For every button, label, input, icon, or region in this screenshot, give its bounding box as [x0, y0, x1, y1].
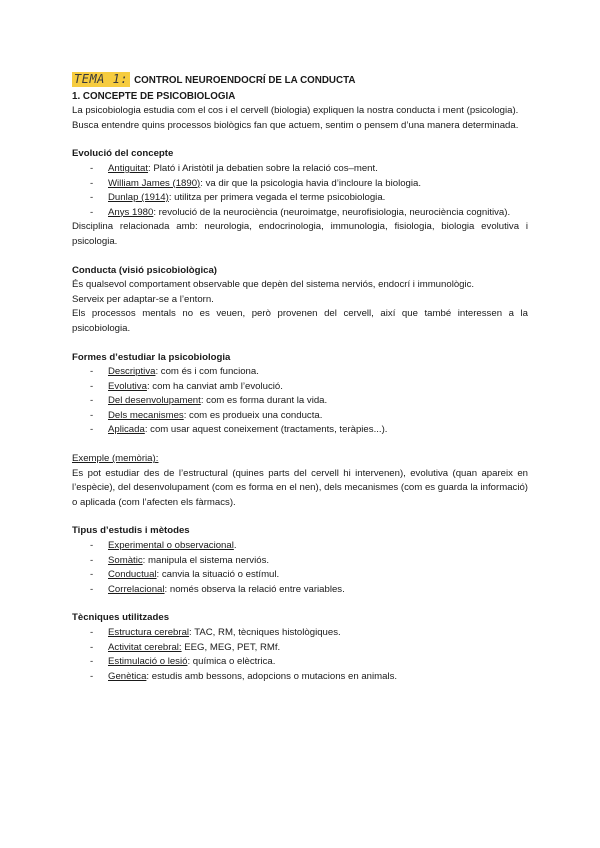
list-item: [90, 670, 528, 685]
subheading-evolucio: Evolució del concepte: [72, 148, 174, 160]
list-tecniques: [72, 626, 528, 684]
list-item: [90, 626, 528, 641]
paragraph: La psicobiologia estudia com el cos i el cervell (biologia) expliquen la nostra conducta i ment (psicologia).: [72, 105, 519, 117]
list-item-term: Activitat cerebral:: [108, 641, 182, 653]
list-item: [90, 409, 528, 424]
subheading-tipus: Tipus d’estudis i mètodes: [72, 525, 190, 537]
list-item-text: : canvia la situació o estímul.: [156, 569, 280, 581]
list-item: [90, 365, 528, 380]
list-item-text: : química o elèctrica.: [187, 656, 276, 668]
list-item-text: : com és i com funciona.: [155, 366, 259, 378]
list-item: [90, 394, 528, 409]
document-title: CONTROL NEUROENDOCRÍ DE LA CONDUCTA: [134, 75, 356, 86]
list-item: [90, 568, 528, 583]
list-item-term: Genètica: [108, 670, 147, 682]
list-item: [90, 554, 528, 569]
list-item-text: EEG, MEG, PET, RMf.: [181, 641, 281, 653]
list-item-term: Estimulació o lesió: [108, 656, 188, 668]
subheading-conducta: Conducta (visió psicobiològica): [72, 264, 217, 276]
example-label: Exemple (memòria): [72, 453, 156, 465]
list-item-text: : manipula el sistema nerviós.: [142, 554, 270, 566]
list-item-term: Correlacional: [108, 583, 165, 595]
list-item-text: : com es forma durant la vida.: [200, 395, 328, 407]
section-heading-concepte: 1. CONCEPTE DE PSICOBIOLOGIA: [72, 90, 236, 102]
list-item: [90, 177, 528, 192]
list-item: [90, 641, 528, 656]
list-item-term: Conductual: [108, 569, 157, 581]
paragraph: Serveix per adaptar-se a l’entorn.: [72, 293, 214, 305]
list-item: [90, 583, 528, 598]
list-item: [90, 655, 528, 670]
list-item-term: Antiguitat: [108, 162, 149, 174]
list-item-text: : com ha canviat amb l’evolució.: [146, 380, 283, 392]
list-item-text: : com es produeix una conducta.: [183, 409, 323, 421]
list-item-text: : utilitza per primera vegada el terme psicobiologia.: [168, 192, 386, 204]
list-item-text: .: [233, 540, 237, 552]
list-item: [90, 380, 528, 395]
list-item-term: Somàtic: [108, 554, 143, 566]
list-item-term: Aplicada: [108, 424, 145, 436]
paragraph: És qualsevol comportament observable que depèn del sistema nerviós, endocrí i immunològic.: [72, 279, 475, 291]
list-item-term: Estructura cerebral: [108, 627, 190, 638]
example-label-row: [72, 452, 528, 467]
document-title-row: [72, 72, 528, 89]
list-item-text: : revolució de la neurociència (neuroimatge, neurofisiologia, neurociència cognitiva).: [153, 206, 511, 218]
list-formes: [72, 365, 528, 438]
list-item: [90, 423, 528, 438]
example-label-colon: :: [155, 453, 159, 465]
list-item-term: Evolutiva: [108, 380, 147, 392]
list-item-text: : només observa la relació entre variables.: [164, 583, 345, 595]
list-item-term: Del desenvolupament: [108, 395, 201, 407]
list-item-term: Descriptiva: [108, 366, 156, 378]
paragraph: Disciplina relacionada amb: neurologia, endocrinologia, immunologia, fisiologia, biologia evolutiva i psicologia.: [72, 221, 528, 247]
list-item-term: William James (1890): [108, 177, 201, 189]
tema-label: TEMA 1:: [74, 72, 129, 86]
list-evolucio: [72, 162, 528, 220]
paragraph: Busca entendre quins processos biològics fan que actuem, sentim o pensem d’una manera determinada.: [72, 119, 519, 131]
list-item-text: : Plató i Aristòtil ja debatien sobre la relació cos–ment.: [148, 162, 378, 174]
list-item-text: : com usar aquest coneixement (tractaments, teràpies...).: [144, 424, 388, 436]
list-item-term: Anys 1980: [108, 206, 154, 218]
list-item: [90, 162, 528, 177]
list-item-text: : estudis amb bessons, adopcions o mutacions en animals.: [146, 670, 398, 682]
paragraph: Els processos mentals no es veuen, però provenen del cervell, així que també interessen a la psicobiologia.: [72, 308, 528, 334]
list-item-text: : TAC, RM, tècniques histològiques.: [189, 627, 341, 638]
list-item: [90, 191, 528, 206]
example-paragraph: Es pot estudiar des de l’estructural (quines parts del cervell hi intervenen), evolutiva (quan apareix en l’espècie), del desenvolupament (com es forma en el nen), dels mecanismes (com es guarda la informació) o aplicada (com l’afecten els fàrmacs).: [72, 467, 528, 508]
subheading-tecniques: Tècniques utilitzades: [72, 612, 170, 624]
subheading-formes: Formes d’estudiar la psicobiologia: [72, 351, 231, 363]
list-tipus: [72, 539, 528, 597]
list-item: [90, 206, 528, 221]
list-item-term: Dunlap (1914): [108, 192, 169, 204]
list-item-term: Dels mecanismes: [108, 409, 184, 421]
list-item: [90, 539, 528, 554]
list-item-text: : va dir que la psicologia havia d’incloure la biologia.: [200, 177, 422, 189]
list-item-term: Experimental o observacional: [108, 540, 234, 552]
